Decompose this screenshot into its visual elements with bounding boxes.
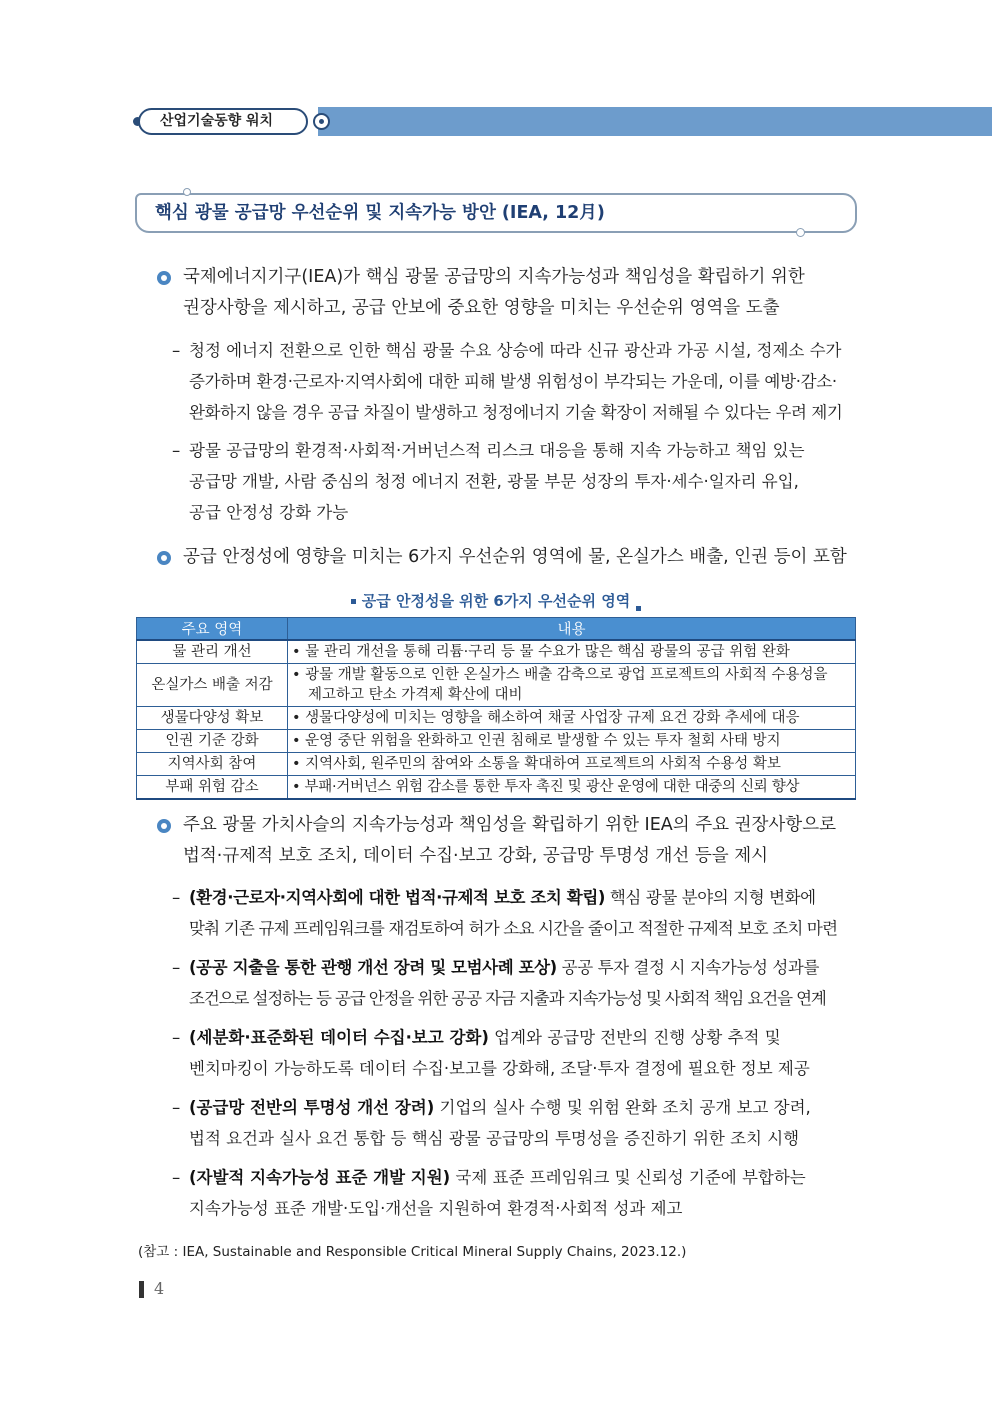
table-cell-content: • 지역사회, 원주민의 참여와 소통을 확대하여 프로젝트의 사회적 수용성 확보: [288, 753, 856, 776]
header-band: [318, 107, 992, 136]
header-label: 산업기술동향 워치: [138, 108, 308, 135]
table-cell-area: 생물다양성 확보: [137, 707, 288, 730]
table-row: [137, 664, 856, 707]
section-title: 핵심 광물 공급망 우선순위 및 지속가능 방안 (IEA, 12月): [135, 193, 857, 233]
header-ring-icon: [313, 113, 330, 130]
priority-table: [136, 617, 856, 800]
recommendation-item: – (환경·근로자·지역사회에 대한 법적·규제적 보호 조치 확립) 핵심 광물 분야의 지형 변화에 맞춰 기존 규제 프레임워크를 재검토하여 허가 소요 시간을 줄이고 적절한 규제적 보호 조치 마련: [172, 882, 862, 944]
table-cell-content: • 부패·거버넌스 위험 감소를 통한 투자 촉진 및 광산 운영에 대한 대중의 신뢰 향상: [288, 776, 856, 800]
sub-item: – 광물 공급망의 환경적·사회적·거버넌스적 리스크 대응을 통해 지속 가능하고 책임 있는 공급망 개발, 사람 중심의 청정 에너지 전환, 광물 부문 성장의 투자·세수·일자리 유입, 공급 안정성 강화 가능: [172, 435, 862, 528]
sub-item-line: 공급 안정성 강화 가능: [189, 503, 349, 522]
table-header: 주요 영역: [137, 618, 288, 641]
table-cell-area: 부패 위험 감소: [137, 776, 288, 800]
recommendation-text: 조건으로 설정하는 등 공급 안정을 위한 공공 자금 지출과 지속가능성 및 사회적 책임 요건을 연계: [189, 989, 826, 1008]
page-number-text: 4: [154, 1279, 165, 1298]
table-row: [137, 707, 856, 730]
recommendation-text: 지속가능성 표준 개발·도입·개선을 지원하여 환경적·사회적 성과 제고: [189, 1199, 683, 1218]
recommendation-text: 공공 투자 결정 시 지속가능성 성과를: [556, 958, 819, 977]
page-number: [139, 1279, 164, 1298]
bullet-line: 주요 광물 가치사슬의 지속가능성과 책임성을 확립하기 위한 IEA의 주요 권장사항으로: [183, 815, 837, 835]
recommendation-item: – (자발적 지속가능성 표준 개발 지원) 국제 표준 프레임워크 및 신뢰성 기준에 부합하는 지속가능성 표준 개발·도입·개선을 지원하여 환경적·사회적 성과 제고: [172, 1162, 862, 1224]
bullet-circle-icon: [157, 819, 171, 833]
table-row: [137, 640, 856, 664]
table-cell-area: 온실가스 배출 저감: [137, 664, 288, 707]
title-dot-icon: [796, 228, 805, 237]
bullet-point: [157, 262, 867, 324]
table-cell-line: • 광물 개발 활동으로 인한 온실가스 배출 감축으로 광업 프로젝트의 사회적 수용성을: [292, 667, 828, 683]
recommendation-text: 업계와 공급망 전반의 진행 상황 추적 및: [488, 1028, 781, 1047]
recommendation-text: 맞춰 기존 규제 프레임워크를 재검토하여 허가 소요 시간을 줄이고 적절한 규제적 보호 조치 마련: [189, 919, 838, 938]
table-cell-line: 제고하고 탄소 가격제 확산에 대비: [308, 687, 523, 703]
table-cell-content: [288, 664, 856, 707]
bullet-circle-icon: [157, 551, 171, 565]
bullet-line: 법적·규제적 보호 조치, 데이터 수집·보고 강화, 공급망 투명성 개선 등을 제시: [183, 846, 769, 866]
table-cell-content: • 생물다양성에 미치는 영향을 해소하여 채굴 사업장 규제 요건 강화 추세에 대응: [288, 707, 856, 730]
sub-item: – 청정 에너지 전환으로 인한 핵심 광물 수요 상승에 따라 신규 광산과 가공 시설, 정제소 수가 증가하며 환경·근로자·지역사회에 대한 피해 발생 위험성이 부각되는 가운데, 이를 예방·감소· 완화하지 않을 경우 공급 차질이 발생하고 청정에너지 기술 확장이 저해될 수 있다는 우려 제기: [172, 335, 862, 428]
recommendation-title: (환경·근로자·지역사회에 대한 법적·규제적 보호 조치 확립): [189, 888, 606, 907]
recommendation-title: (공급망 전반의 투명성 개선 장려): [189, 1098, 435, 1117]
bullet-line: 권장사항을 제시하고, 공급 안보에 중요한 영향을 미치는 우선순위 영역을 도출: [183, 298, 780, 318]
sub-item-line: 완화하지 않을 경우 공급 차질이 발생하고 청정에너지 기술 확장이 저해될 수 있다는 우려 제기: [189, 403, 843, 422]
table-cell-content: • 물 관리 개선을 통해 리튬·구리 등 물 수요가 많은 핵심 광물의 공급 위험 완화: [288, 640, 856, 664]
square-icon: [351, 599, 356, 604]
square-icon: [636, 606, 641, 611]
table-caption: [0, 590, 992, 611]
recommendation-item: – (공공 지출을 통한 관행 개선 장려 및 모범사례 포상) 공공 투자 결정 시 지속가능성 성과를 조건으로 설정하는 등 공급 안정을 위한 공공 자금 지출과 지속가능성 및 사회적 책임 요건을 연계: [172, 952, 862, 1014]
recommendation-title: (공공 지출을 통한 관행 개선 장려 및 모범사례 포상): [189, 958, 557, 977]
sub-item-line: 청정 에너지 전환으로 인한 핵심 광물 수요 상승에 따라 신규 광산과 가공 시설, 정제소 수가: [189, 341, 842, 360]
sub-item-line: 광물 공급망의 환경적·사회적·거버넌스적 리스크 대응을 통해 지속 가능하고 책임 있는: [189, 441, 805, 460]
recommendation-title: (자발적 지속가능성 표준 개발 지원): [189, 1168, 451, 1187]
sub-item-line: 공급망 개발, 사람 중심의 청정 에너지 전환, 광물 부문 성장의 투자·세수·일자리 유입,: [189, 472, 799, 491]
recommendation-text: 핵심 광물 분야의 지형 변화에: [605, 888, 816, 907]
table-row: [137, 776, 856, 800]
sub-item-line: 증가하며 환경·근로자·지역사회에 대한 피해 발생 위험성이 부각되는 가운데, 이를 예방·감소·: [189, 372, 837, 391]
table-cell-area: 지역사회 참여: [137, 753, 288, 776]
table-cell-content: • 운영 중단 위험을 완화하고 인권 침해로 발생할 수 있는 투자 철회 사태 방지: [288, 730, 856, 753]
recommendation-item: – (공급망 전반의 투명성 개선 장려) 기업의 실사 수행 및 위험 완화 조치 공개 보고 장려, 법적 요건과 실사 요건 통합 등 핵심 광물 공급망의 투명성을 증진하기 위한 조치 시행: [172, 1092, 862, 1154]
reference-note: (참고 : IEA, Sustainable and Responsible Critical Mineral Supply Chains, 2023.12.): [138, 1244, 687, 1260]
table-caption-text: 공급 안정성을 위한 6가지 우선순위 영역: [361, 592, 631, 610]
table-row: [137, 730, 856, 753]
bullet-line: 국제에너지기구(IEA)가 핵심 광물 공급망의 지속가능성과 책임성을 확립하기 위한: [183, 267, 805, 287]
recommendation-text: 국제 표준 프레임워크 및 신뢰성 기준에 부합하는: [450, 1168, 806, 1187]
title-dot-icon: [183, 188, 191, 196]
bullet-line: 공급 안정성에 영향을 미치는 6가지 우선순위 영역에 물, 온실가스 배출, 인권 등이 포함: [183, 547, 847, 567]
page-marker-icon: [139, 1281, 144, 1298]
table-cell-area: 인권 기준 강화: [137, 730, 288, 753]
bullet-point: [157, 810, 867, 872]
recommendation-text: 기업의 실사 수행 및 위험 완화 조치 공개 보고 장려,: [434, 1098, 811, 1117]
recommendation-text: 법적 요건과 실사 요건 통합 등 핵심 광물 공급망의 투명성을 증진하기 위한 조치 시행: [189, 1129, 800, 1148]
recommendation-title: (세분화·표준화된 데이터 수집·보고 강화): [189, 1028, 489, 1047]
bullet-point: [157, 542, 867, 573]
table-header: 내용: [288, 618, 856, 641]
table-row: [137, 753, 856, 776]
recommendation-item: – (세분화·표준화된 데이터 수집·보고 강화) 업계와 공급망 전반의 진행 상황 추적 및 벤치마킹이 가능하도록 데이터 수집·보고를 강화해, 조달·투자 결정에 필요한 정보 제공: [172, 1022, 862, 1084]
table-cell-area: 물 관리 개선: [137, 640, 288, 664]
bullet-circle-icon: [157, 271, 171, 285]
recommendation-text: 벤치마킹이 가능하도록 데이터 수집·보고를 강화해, 조달·투자 결정에 필요한 정보 제공: [189, 1059, 810, 1078]
